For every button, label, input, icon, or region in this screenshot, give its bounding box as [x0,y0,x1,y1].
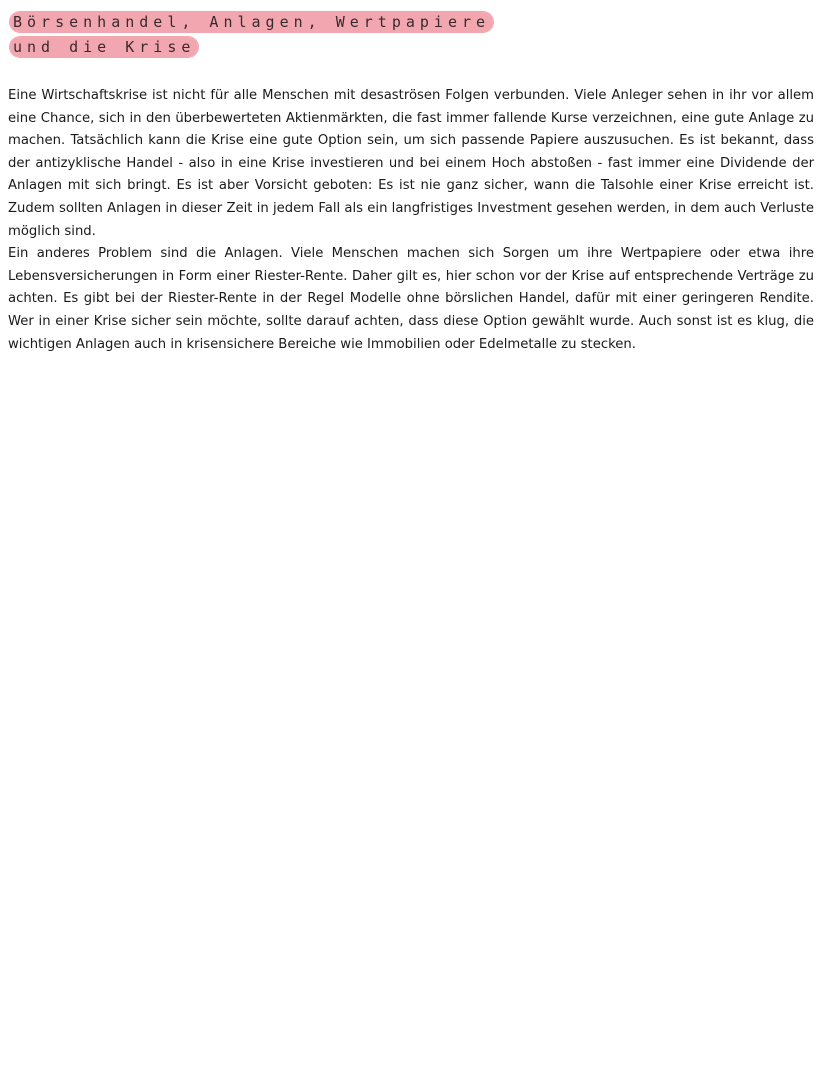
title-line-2 [10,35,610,60]
title-highlight-2: und die Krise [10,37,198,57]
paragraph-1: Eine Wirtschaftskrise ist nicht für alle Menschen mit desaströsen Folgen verbunden. Viele Anleger sehen in ihr vor allem eine Chance, sich in den überbewerteten Aktienmärkten, die fast immer fallende Kurse verzeichnen, eine gute Anlage zu machen. Tatsächlich kann die Krise eine gute Option sein, um sich passende Papiere auszusuchen. Es ist bekannt, dass der antizyklische Handel - also in eine Krise investieren und bei einem Hoch abstoßen - fast immer eine Dividende der Anlagen mit sich bringt. Es ist aber Vorsicht geboten: Es ist nie ganz sicher, wann die Talsohle einer Krise erreicht ist. Zudem sollten Anlagen in dieser Zeit in jedem Fall als ein langfristiges Investment gesehen werden, in dem auch Verluste möglich sind. [8,88,814,239]
paragraph-2: Ein anderes Problem sind die Anlagen. Viele Menschen machen sich Sorgen um ihre Wertpapiere oder etwa ihre Lebensversicherungen in Form einer Riester-Rente. Daher gilt es, hier schon vor der Krise auf entsprechende Verträge zu achten. Es gibt bei der Riester-Rente in der Regel Modelle ohne börslichen Handel, dafür mit einer geringeren Rendite. Wer in einer Krise sicher sein möchte, sollte darauf achten, dass diese Option gewählt wurde. Auch sonst ist es klug, die wichtigen Anlagen auch in krisensichere Bereiche wie Immobilien oder Edelmetalle zu stecken. [8,246,814,352]
title-line-1 [10,10,610,35]
document-body [8,85,814,356]
title-highlight-1: Börsenhandel, Anlagen, Wertpapiere [10,12,493,32]
page-title [10,10,610,60]
